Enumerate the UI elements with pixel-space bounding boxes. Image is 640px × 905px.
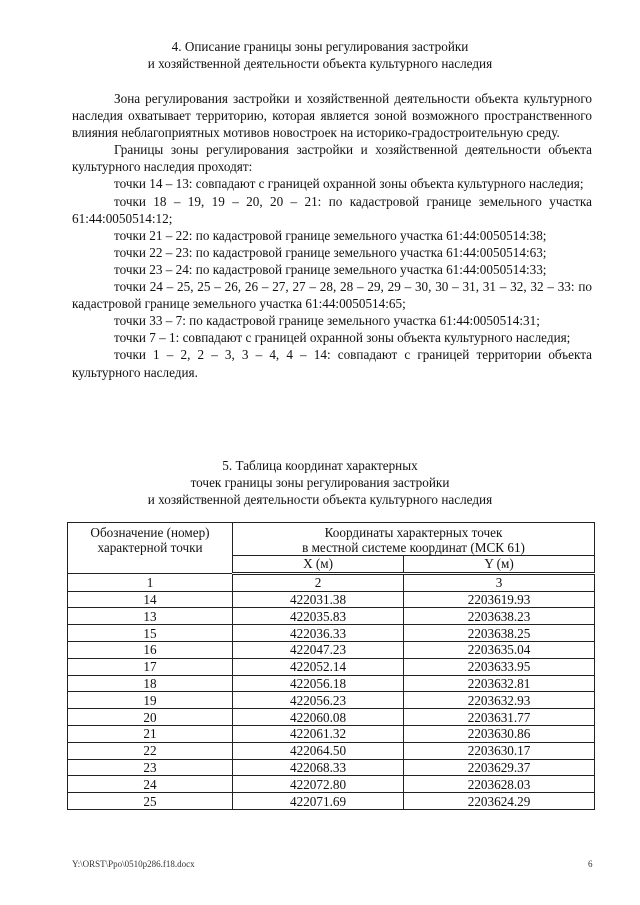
point-number-cell: 14 bbox=[68, 591, 233, 608]
point-number-cell: 24 bbox=[68, 776, 233, 793]
point-number-cell: 17 bbox=[68, 658, 233, 675]
table-row bbox=[68, 742, 595, 759]
point-number-cell: 22 bbox=[68, 742, 233, 759]
section-4-title-line-1: 4. Описание границы зоны регулирования застройки bbox=[171, 39, 469, 54]
x-coordinate-cell: 422068.33 bbox=[233, 759, 404, 776]
section-5-title-line-3: и хозяйственной деятельности объекта культурного наследия bbox=[147, 492, 493, 507]
x-coordinate-cell: 422056.18 bbox=[233, 675, 404, 692]
table-row bbox=[68, 675, 595, 692]
y-coordinate-cell: 2203638.25 bbox=[404, 625, 595, 642]
paragraph: точки 1 – 2, 2 – 3, 3 – 4, 4 – 14: совпадают с границей территории объекта культурного наследия. bbox=[72, 347, 592, 380]
paragraph: Зона регулирования застройки и хозяйственной деятельности объекта культурного наследия охватывает территорию, которая является зоной возможного пространственного влияния неблагоприятных мотивов новостроек на историко-градостроительную среду. bbox=[72, 91, 592, 141]
section-5-heading bbox=[60, 457, 580, 508]
section-5-title-line-1: 5. Таблица координат характерных bbox=[222, 458, 418, 473]
point-number-cell: 20 bbox=[68, 709, 233, 726]
footer-file-path: Y:\ORST\Ppo\0510p286.f18.docx bbox=[72, 859, 195, 869]
coordinates-header-line-2: в местной системе координат (МСК 61) bbox=[302, 540, 525, 555]
x-coordinate-cell: 422052.14 bbox=[233, 658, 404, 675]
point-number-cell: 23 bbox=[68, 759, 233, 776]
x-coordinate-cell: 422061.32 bbox=[233, 725, 404, 742]
point-header-line-2: характерной точки bbox=[97, 540, 203, 555]
coordinates-header bbox=[233, 523, 595, 556]
coordinates-header-line-1: Координаты характерных точек bbox=[324, 525, 503, 540]
y-coordinate-cell: 2203629.37 bbox=[404, 759, 595, 776]
x-coordinate-cell: 422047.23 bbox=[233, 641, 404, 658]
y-coordinate-cell: 2203638.23 bbox=[404, 608, 595, 625]
point-number-cell: 25 bbox=[68, 793, 233, 810]
table-row bbox=[68, 641, 595, 658]
paragraph: точки 23 – 24: по кадастровой границе земельного участка 61:44:0050514:33; bbox=[114, 261, 547, 277]
section-4-heading bbox=[60, 38, 580, 72]
column-number-row bbox=[68, 573, 595, 591]
x-column-header: X (м) bbox=[233, 556, 404, 574]
point-column-header bbox=[68, 523, 233, 574]
paragraph: Границы зоны регулирования застройки и хозяйственной деятельности объекта культурного наследия проходят: bbox=[72, 142, 592, 175]
y-coordinate-cell: 2203635.04 bbox=[404, 641, 595, 658]
x-coordinate-cell: 422072.80 bbox=[233, 776, 404, 793]
y-coordinate-cell: 2203631.77 bbox=[404, 709, 595, 726]
section-5-title-line-2: точек границы зоны регулирования застройки bbox=[190, 475, 450, 490]
table-row bbox=[68, 625, 595, 642]
y-coordinate-cell: 2203619.93 bbox=[404, 591, 595, 608]
column-number: 3 bbox=[404, 573, 595, 591]
point-number-cell: 21 bbox=[68, 725, 233, 742]
point-number-cell: 16 bbox=[68, 641, 233, 658]
point-number-cell: 13 bbox=[68, 608, 233, 625]
table-row bbox=[68, 759, 595, 776]
table-row bbox=[68, 793, 595, 810]
y-coordinate-cell: 2203628.03 bbox=[404, 776, 595, 793]
paragraph: точки 33 – 7: по кадастровой границе земельного участка 61:44:0050514:31; bbox=[114, 313, 540, 329]
table-row bbox=[68, 692, 595, 709]
coordinates-table bbox=[67, 522, 595, 810]
column-number: 2 bbox=[233, 573, 404, 591]
y-coordinate-cell: 2203630.17 bbox=[404, 742, 595, 759]
paragraph: точки 18 – 19, 19 – 20, 20 – 21: по кадастровой границе земельного участка 61:44:0050514:12; bbox=[72, 193, 592, 226]
x-coordinate-cell: 422064.50 bbox=[233, 742, 404, 759]
table-row bbox=[68, 591, 595, 608]
point-number-cell: 19 bbox=[68, 692, 233, 709]
section-4-body bbox=[72, 90, 592, 381]
y-coordinate-cell: 2203630.86 bbox=[404, 725, 595, 742]
table-row bbox=[68, 608, 595, 625]
page-number: 6 bbox=[588, 859, 593, 869]
y-coordinate-cell: 2203624.29 bbox=[404, 793, 595, 810]
table-row bbox=[68, 709, 595, 726]
paragraph: точки 7 – 1: совпадают с границей охранной зоны объекта культурного наследия; bbox=[114, 330, 571, 346]
x-coordinate-cell: 422035.83 bbox=[233, 608, 404, 625]
column-number: 1 bbox=[68, 573, 233, 591]
point-number-cell: 15 bbox=[68, 625, 233, 642]
paragraph: точки 22 – 23: по кадастровой границе земельного участка 61:44:0050514:63; bbox=[114, 244, 547, 260]
y-coordinate-cell: 2203633.95 bbox=[404, 658, 595, 675]
x-coordinate-cell: 422031.38 bbox=[233, 591, 404, 608]
x-coordinate-cell: 422036.33 bbox=[233, 625, 404, 642]
coordinates-table-body bbox=[68, 573, 595, 809]
x-coordinate-cell: 422056.23 bbox=[233, 692, 404, 709]
x-coordinate-cell: 422060.08 bbox=[233, 709, 404, 726]
table-row bbox=[68, 776, 595, 793]
point-number-cell: 18 bbox=[68, 675, 233, 692]
point-header-line-1: Обозначение (номер) bbox=[90, 525, 210, 540]
paragraph: точки 14 – 13: совпадают с границей охранной зоны объекта культурного наследия; bbox=[114, 176, 584, 192]
y-coordinate-cell: 2203632.93 bbox=[404, 692, 595, 709]
paragraph: точки 21 – 22: по кадастровой границе земельного участка 61:44:0050514:38; bbox=[114, 227, 547, 243]
paragraph: точки 24 – 25, 25 – 26, 26 – 27, 27 – 28, 28 – 29, 29 – 30, 30 – 31, 31 – 32, 32 – 33: по кадастровой границе земельного участка 61:44:0050514:65; bbox=[72, 279, 592, 312]
section-4-title-line-2: и хозяйственной деятельности объекта культурного наследия bbox=[147, 56, 493, 71]
y-coordinate-cell: 2203632.81 bbox=[404, 675, 595, 692]
y-column-header: Y (м) bbox=[404, 556, 595, 574]
table-row bbox=[68, 725, 595, 742]
table-row bbox=[68, 658, 595, 675]
x-coordinate-cell: 422071.69 bbox=[233, 793, 404, 810]
